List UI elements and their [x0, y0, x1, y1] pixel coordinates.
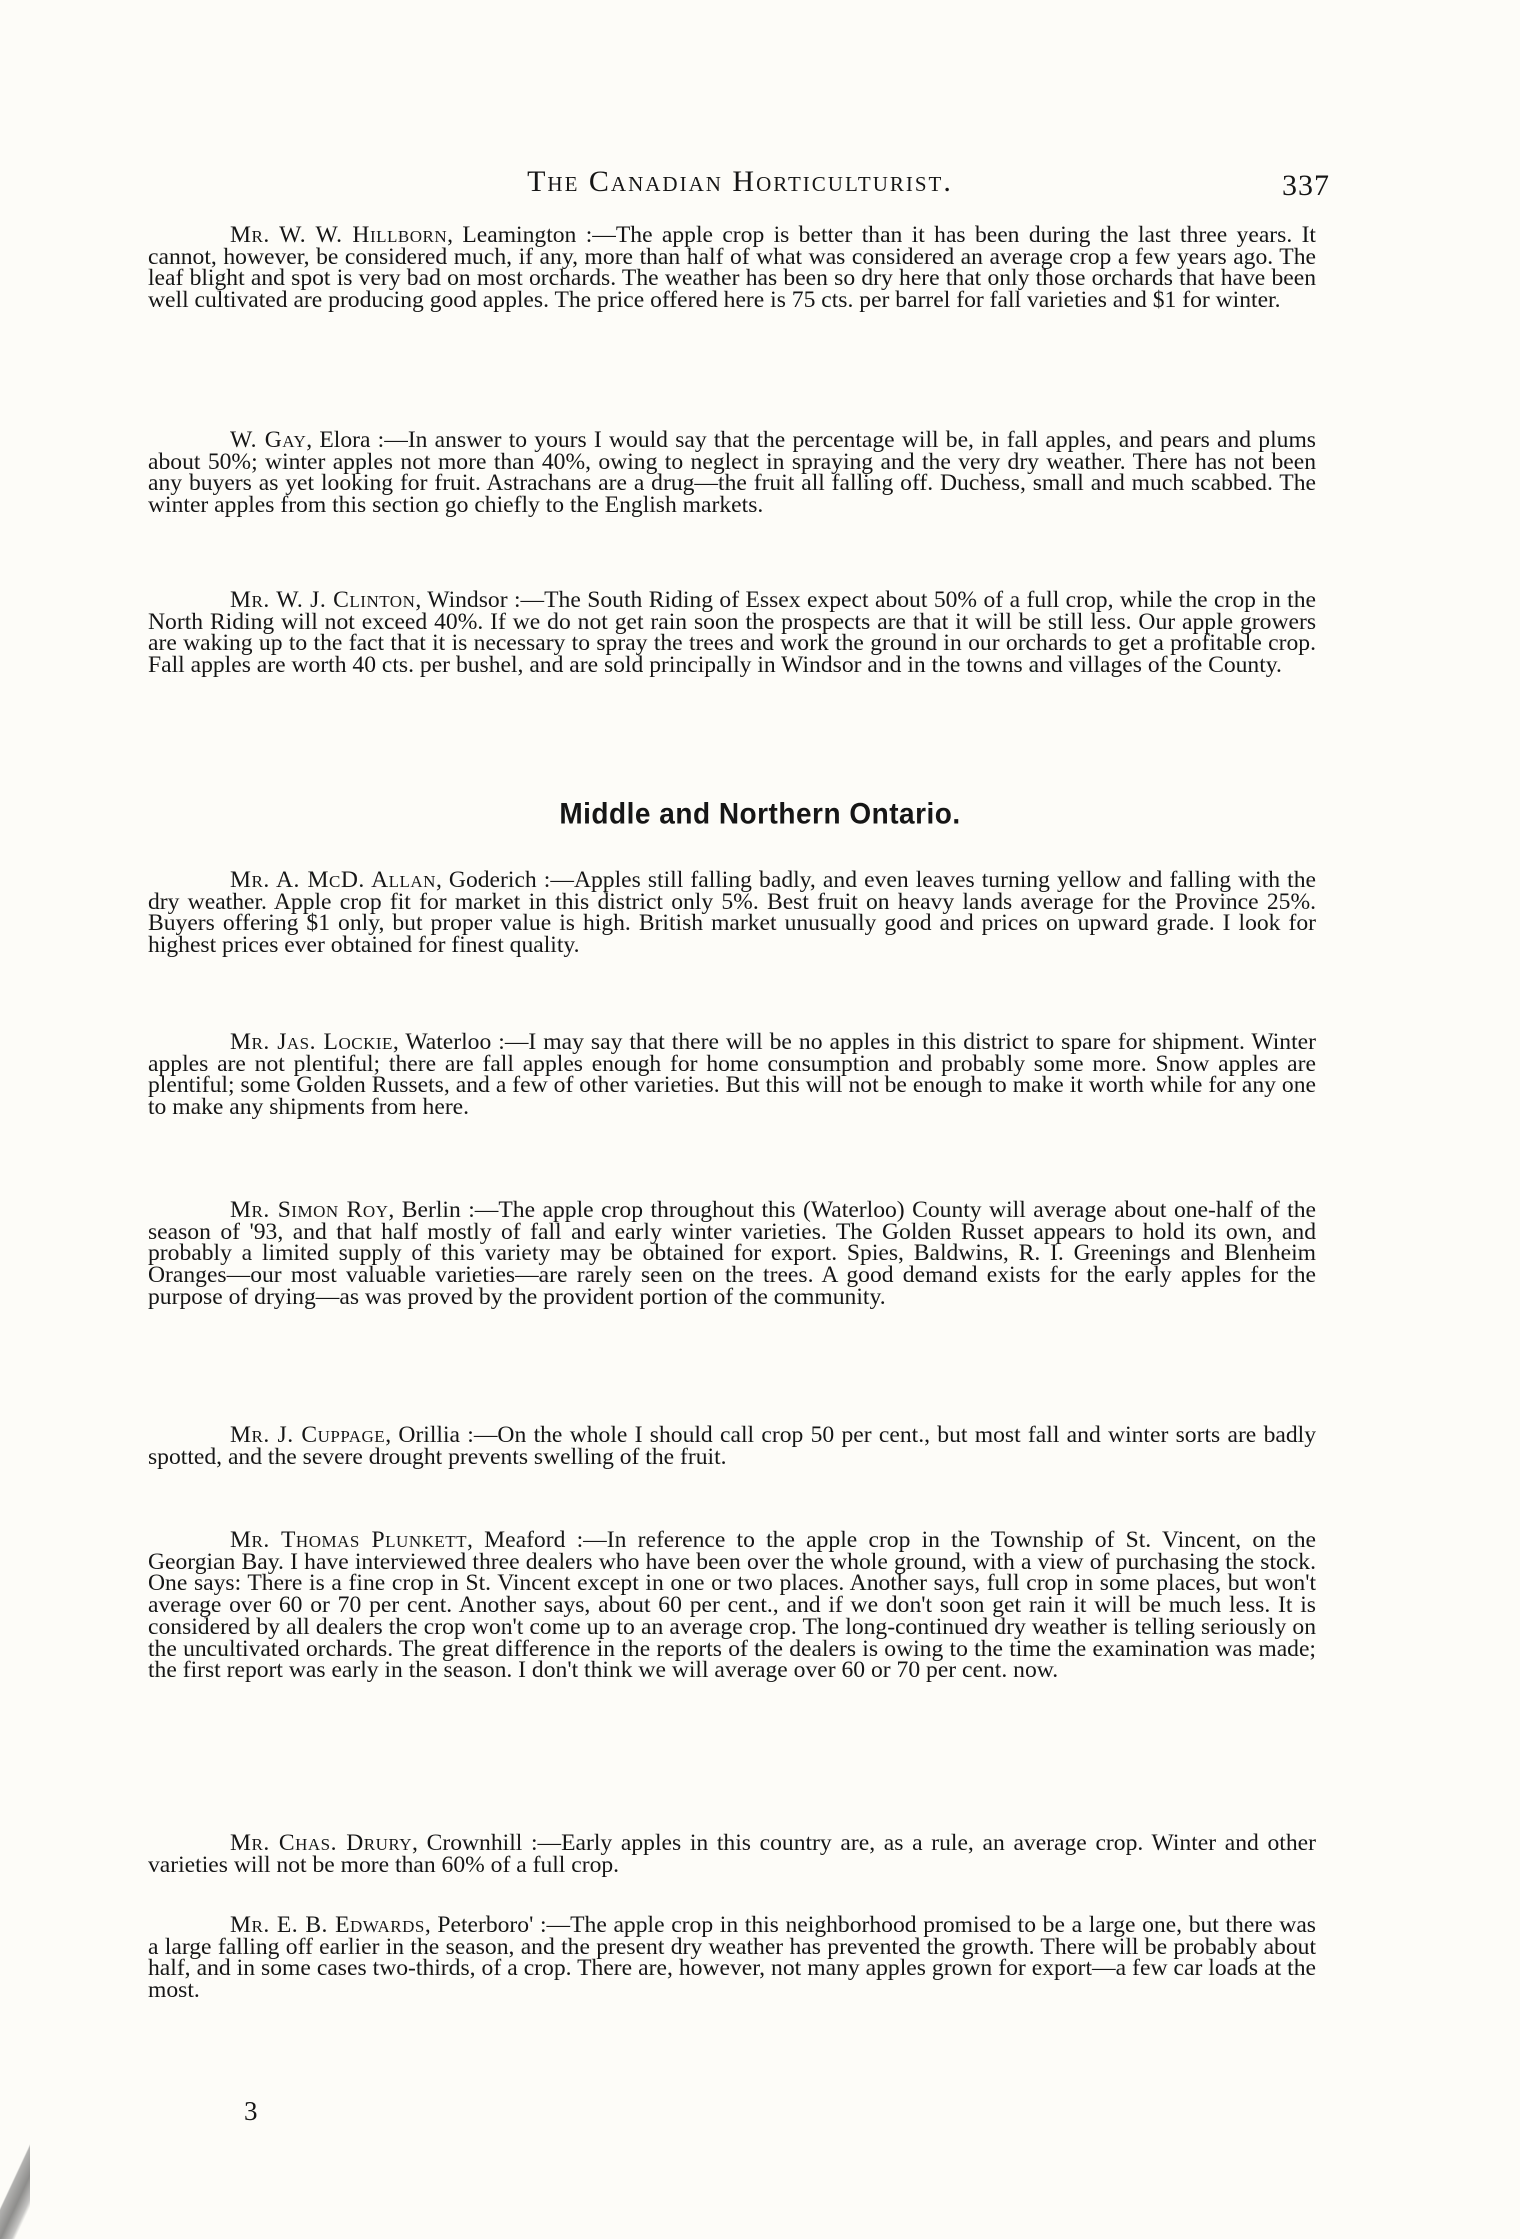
report-paragraph: [148, 587, 1316, 679]
report-text: , Berlin :—The apple crop throughout this (Waterloo) County will average about one-half of the season of '93, and that half mostly of fall and early winter varieties. The Golden Russet appears to hold its own, and probably a limited supply of this variety may be obtained for export. Spies, Baldwins, R. I. Greenings and Blenheim Oranges—our most valuable varieties—are rarely seen on the trees. A good demand exists for the early apples for the purpose of drying—as was proved by the provident portion of the community.: [148, 1197, 1316, 1310]
report-text: , Waterloo :—I may say that there will be no apples in this district to spare for shipment. Winter apples are not plentiful; there are fall apples enough for home consumption and probably some more. Snow apples are plentiful; some Golden Russets, and a few of other varieties. But this will not be enough to make it worth while for any one to make any shipments from here.: [148, 1029, 1316, 1121]
report-text: , Leamington :—The apple crop is better than it has been during the last three years. It cannot, however, be considered much, if any, more than half of what was considered an average crop a few years ago. The leaf blight and spot is very bad on most orchards. The weather has been so dry here that only those orchards that have been well cultivated are producing good apples. The price offered here is 75 cts. per barrel for fall varieties and $1 for winter.: [148, 222, 1316, 314]
correspondent-name: Mr. W. W. Hillborn: [230, 222, 448, 248]
report-paragraph: [148, 867, 1316, 959]
report-text: , Peterboro' :—The apple crop in this neighborhood promised to be a large one, but there was a large falling off earlier in the season, and the present dry weather has prevented the growth. There will be probably about half, and in some cases two-thirds, of a crop. There are, however, not many apples grown for export—a few car loads at the most.: [148, 1912, 1316, 2004]
report-paragraph: [148, 222, 1316, 314]
report-entry: [148, 1830, 1316, 1878]
report-entry: [148, 427, 1316, 519]
report-entry: [148, 1527, 1316, 1684]
correspondent-name: Mr. E. B. Edwards: [230, 1912, 425, 1938]
scan-edge-artifact: [0, 2144, 30, 2239]
correspondent-name: Mr. Jas. Lockie: [230, 1029, 393, 1055]
report-entry: [148, 1422, 1316, 1470]
report-entry: [148, 1029, 1316, 1121]
correspondent-name: Mr. Simon Roy: [230, 1197, 389, 1223]
correspondent-name: Mr. Thomas Plunkett: [230, 1527, 468, 1553]
report-entry: [148, 867, 1316, 959]
report-text: , Goderich :—Apples still falling badly, and even leaves turning yellow and falling with the dry weather. Apple crop fit for market in this district only 5%. Best fruit on heavy lands average for the Province 25%. Buyers offering $1 only, but proper value is high. British market unusually good and prices on upward grade. I look for highest prices ever obtained for finest quality.: [148, 867, 1316, 959]
report-paragraph: [148, 427, 1316, 519]
page-number: 337: [1282, 169, 1330, 202]
report-paragraph: [148, 1422, 1316, 1470]
running-head: [150, 165, 1330, 205]
report-paragraph: [148, 1830, 1316, 1878]
correspondent-name: Mr. Chas. Drury: [230, 1830, 413, 1856]
report-paragraph: [148, 1912, 1316, 2004]
report-entry: [148, 222, 1316, 314]
correspondent-name: Mr. W. J. Clinton: [230, 587, 416, 613]
correspondent-name: Mr. J. Cuppage: [230, 1422, 386, 1448]
journal-title: The Canadian Horticulturist.: [527, 165, 953, 198]
correspondent-name: W. Gay: [230, 427, 307, 453]
report-entry: [148, 1912, 1316, 2004]
report-entry: [148, 587, 1316, 679]
report-paragraph: [148, 1527, 1316, 1684]
section-heading: Middle and Northern Ontario.: [559, 797, 961, 830]
report-text: , Orillia :—On the whole I should call crop 50 per cent., but most fall and winter sorts are badly spotted, and the severe drought prevents swelling of the fruit.: [148, 1422, 1316, 1470]
report-text: , Meaford :—In reference to the apple crop in the Township of St. Vincent, on the Georgian Bay. I have interviewed three dealers who have been over the whole ground, with a view of purchasing the stock. One says: There is a fine crop in St. Vincent except in one or two places. Another says, full crop in some places, but won't average over 60 or 70 per cent. Another says, about 60 per cent., and if we don't soon get rain it will be much less. It is considered by all dealers the crop won't come up to an average crop. The long-continued dry weather is telling seriously on the uncultivated orchards. The great difference in the reports of the dealers is owing to the time the examination was made; the first report was early in the season. I don't think we will average over 60 or 70 per cent. now.: [148, 1527, 1316, 1684]
report-text: , Crownhill :—Early apples in this country are, as a rule, an average crop. Winter and other varieties will not be more than 60% of a full crop.: [148, 1830, 1316, 1878]
signature-mark: 3: [244, 2096, 258, 2126]
report-text: , Windsor :—The South Riding of Essex expect about 50% of a full crop, while the crop in the North Riding will not exceed 40%. If we do not get rain soon the prospects are that it will be still less. Our apple growers are waking up to the fact that it is necessary to spray the trees and work the ground in our orchards to get a profitable crop. Fall apples are worth 40 cts. per bushel, and are sold principally in Windsor and in the towns and villages of the County.: [148, 587, 1316, 679]
correspondent-name: Mr. A. McD. Allan: [230, 867, 436, 893]
report-entry: [148, 1197, 1316, 1310]
report-text: , Elora :—In answer to yours I would say that the percentage will be, in fall apples, and pears and plums about 50%; winter apples not more than 40%, owing to neglect in spraying and the very dry weather. There has not been any buyers as yet looking for fruit. Astrachans are a drug—the fruit all falling off. Duchess, small and much scabbed. The winter apples from this section go chiefly to the English markets.: [148, 427, 1316, 519]
report-paragraph: [148, 1197, 1316, 1310]
report-paragraph: [148, 1029, 1316, 1121]
